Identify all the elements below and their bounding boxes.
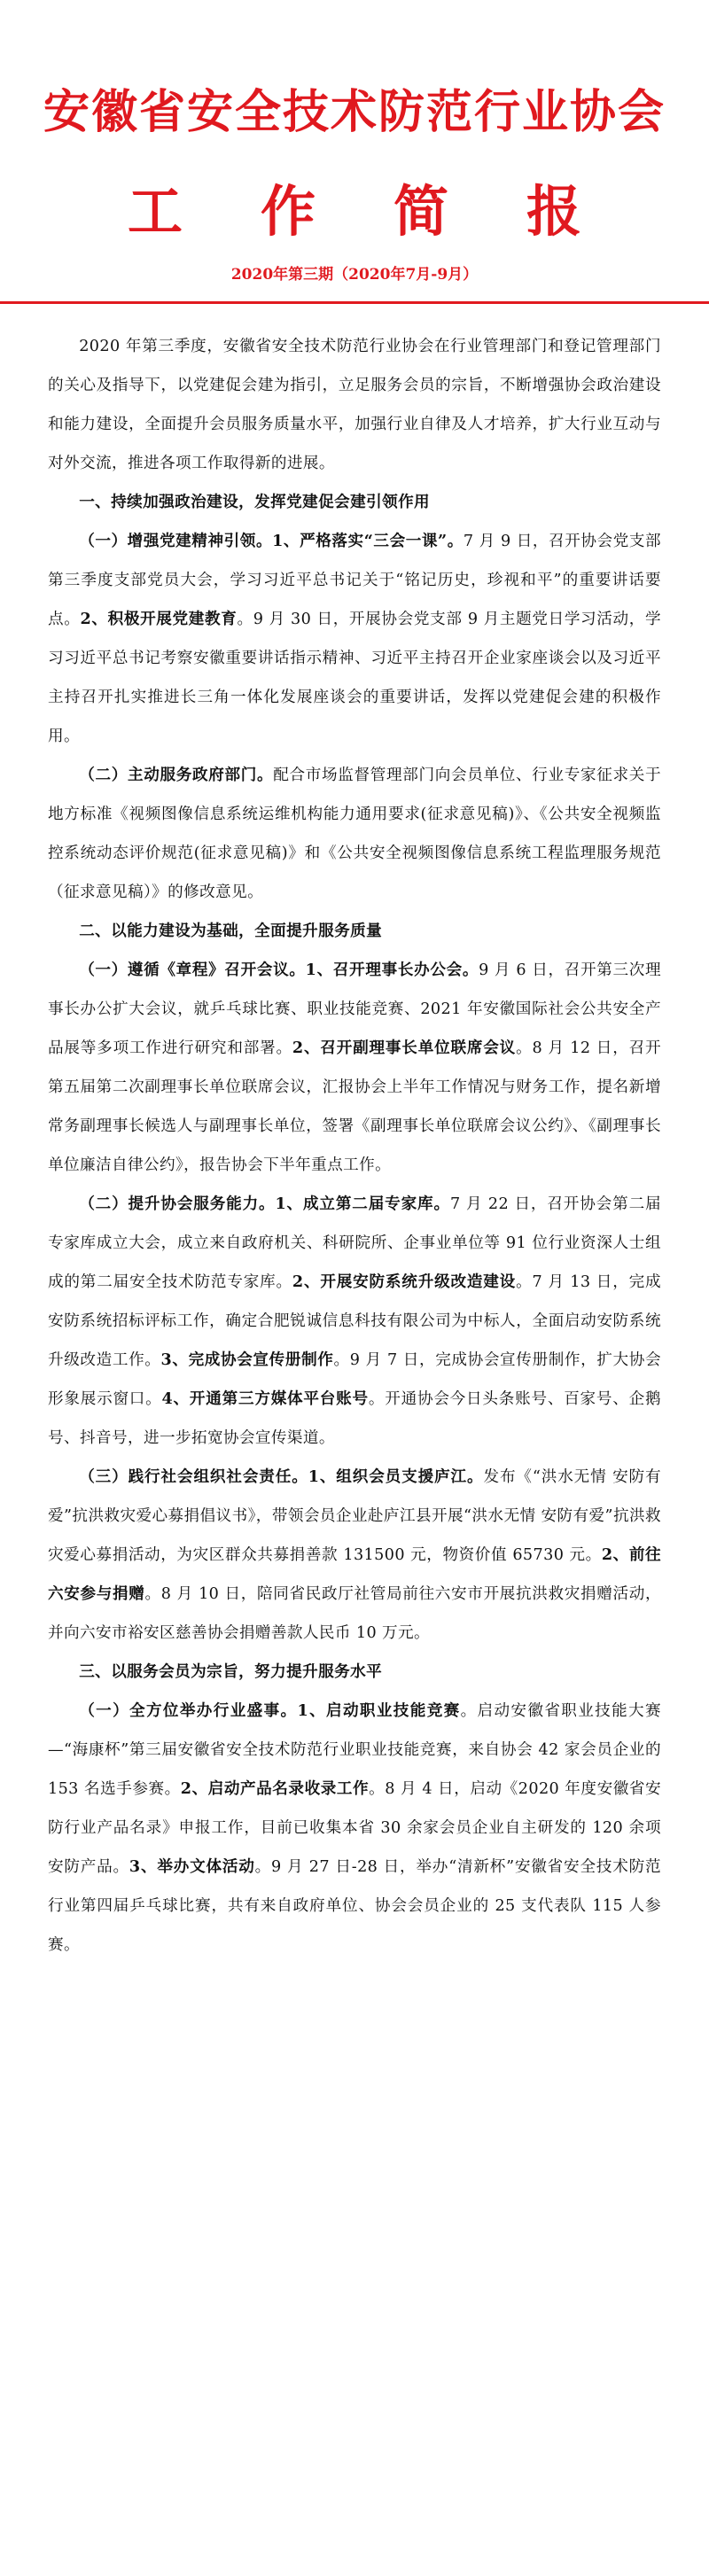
doc-title-char: 报 (526, 179, 581, 244)
bold-run: （二）提升协会服务能力。1、成立第二届专家库。 (79, 1195, 450, 1213)
bold-run: （二）主动服务政府部门。 (79, 766, 274, 784)
bold-run: 2、开展安防系统升级改造建设 (292, 1272, 517, 1291)
text-run: 一、持续加强政治建设，发挥党建促会建引领作用 (79, 493, 431, 511)
body-paragraph (48, 522, 661, 756)
text-run: 7 月 9 日，召开协会党支部第三季度支部党员大会，学习习近平总书记关于“铭记历史，珍视和平”的重要讲话要点。 (48, 533, 662, 628)
bold-run: （三）践行社会组织社会责任。1、组织会员支援庐江。 (79, 1467, 484, 1486)
text-run: 发布《“洪水无情 安防有爱”抗洪救灾爱心募捐倡议书》，带领会员企业赴庐江县开展“洪水无情 安防有爱”抗洪救灾爱心募捐活动，为灾区群众共募捐善款 131500 元，物资价值 65730 元。 (48, 1468, 661, 1564)
section-heading (48, 483, 661, 522)
bold-run: 3、举办文体活动 (129, 1857, 255, 1876)
body-paragraph (48, 756, 661, 912)
bold-run: 4、开通第三方媒体平台账号 (161, 1389, 369, 1408)
text-run: 9 月 6 日，召开第三次理事长办公扩大会议，就乒乓球比赛、职业技能竞赛、2021 年安徽国际社会公共安全产品展等多项工作进行研究和部署。 (48, 961, 661, 1057)
bold-run: 2、积极开展党建教育 (80, 610, 238, 628)
bulletin-header (0, 0, 709, 304)
text-run: 三、以服务会员为宗旨，努力提升服务水平 (79, 1662, 383, 1681)
bulletin-body (0, 327, 709, 1965)
bold-run: 2、召开副理事长单位联席会议 (292, 1039, 517, 1057)
bold-run: （一）全方位举办行业盛事。1、启动职业技能竞赛 (79, 1701, 461, 1720)
bold-run: （一）遵循《章程》召开会议。1、召开理事长办公会。 (79, 961, 479, 979)
doc-title (0, 179, 709, 245)
text-run: 。7 月 13 日，完成安防系统招标评标工作，确定合肥锐诚信息科技有限公司为中标人，全面启动安防系统升级改造工作。 (48, 1273, 661, 1369)
bold-run: 2、前往六安参与捐赠 (48, 1545, 662, 1603)
text-run: 。8 月 12 日，召开第五届第二次副理事长单位联席会议，汇报协会上半年工作情况与财务工作，提名新增常务副理事长候选人与副理事长单位，签署《副理事长单位联席会议公约》、《副理事长单位廉洁自律公约》，报告协会下半年重点工作。 (48, 1039, 661, 1174)
org-title: 安徽省安全技术防范行业协会 (43, 85, 666, 139)
doc-title-char: 作 (260, 179, 316, 244)
text-run: 配合市场监督管理部门向会员单位、行业专家征求关于地方标准《视频图像信息系统运维机构能力通用要求(征求意见稿)》、《公共安全视频监控系统动态评价规范(征求意见稿)》和《公共安全视频图像信息系统工程监理服务规范（征求意见稿）》的修改意见。 (48, 767, 661, 901)
text-run: 。启动安徽省职业技能大赛—“海康杯”第三届安徽省安全技术防范行业职业技能竞赛，来自协会 42 家会员企业的 153 名选手参赛。 (48, 1702, 661, 1798)
body-paragraph (48, 1458, 661, 1653)
text-run: 7 月 22 日，召开协会第二届专家库成立大会，成立来自政府机关、科研院所、企事业单位等 91 位行业资深人士组成的第二届安全技术防范专家库。 (48, 1195, 661, 1291)
text-run: 二、以能力建设为基础，全面提升服务质量 (79, 922, 383, 940)
section-heading (48, 1653, 661, 1692)
text-run: 。8 月 10 日，陪同省民政厅社管局前往六安市开展抗洪救灾捐赠活动，并向六安市裕安区慈善协会捐赠善款人民币 10 万元。 (48, 1585, 661, 1642)
text-run: 。8 月 4 日，启动《2020 年度安徽省安防行业产品名录》申报工作，目前已收集本省 30 余家会员企业自主研发的 120 余项安防产品。 (48, 1780, 661, 1876)
section-heading (48, 912, 661, 951)
body-paragraph (48, 1185, 661, 1458)
bold-run: （一）增强党建精神引领。1、严格落实“三会一课”。 (79, 532, 464, 550)
body-paragraph (48, 951, 661, 1185)
text-run: 。9 月 27 日-28 日，举办“清新杯”安徽省安全技术防范行业第四届乒乓球比赛，共有来自政府单位、协会会员企业的 25 支代表队 115 人参赛。 (48, 1858, 661, 1954)
issue-line: 2020年第三期（2020年7月-9月） (230, 266, 479, 284)
text-run: 。9 月 7 日，完成协会宣传册制作，扩大协会形象展示窗口。 (48, 1351, 661, 1408)
body-paragraph (48, 327, 661, 483)
doc-title-char: 简 (393, 179, 448, 244)
text-run: 。9 月 30 日，开展协会党支部 9 月主题党日学习活动，学习习近平总书记考察安徽重要讲话指示精神、习近平主持召开企业家座谈会以及习近平主持召开扎实推进长三角一体化发展座谈会的重要讲话，发挥以党建促会建的积极作用。 (48, 611, 661, 745)
body-paragraph (48, 1692, 661, 1965)
doc-title-char: 工 (127, 179, 183, 244)
bold-run: 2、启动产品名录收录工作 (180, 1779, 370, 1798)
red-divider-line (0, 301, 709, 304)
text-run: 。开通协会今日头条账号、百家号、企鹅号、抖音号，进一步拓宽协会宣传渠道。 (48, 1390, 661, 1447)
text-run: 2020 年第三季度，安徽省安全技术防范行业协会在行业管理部门和登记管理部门的关心及指导下，以党建促会建为指引，立足服务会员的宗旨，不断增强协会政治建设和能力建设，全面提升会员服务质量水平，加强行业自律及人才培养，扩大行业互动与对外交流，推进各项工作取得新的进展。 (48, 338, 661, 472)
bold-run: 3、完成协会宣传册制作 (160, 1350, 334, 1369)
